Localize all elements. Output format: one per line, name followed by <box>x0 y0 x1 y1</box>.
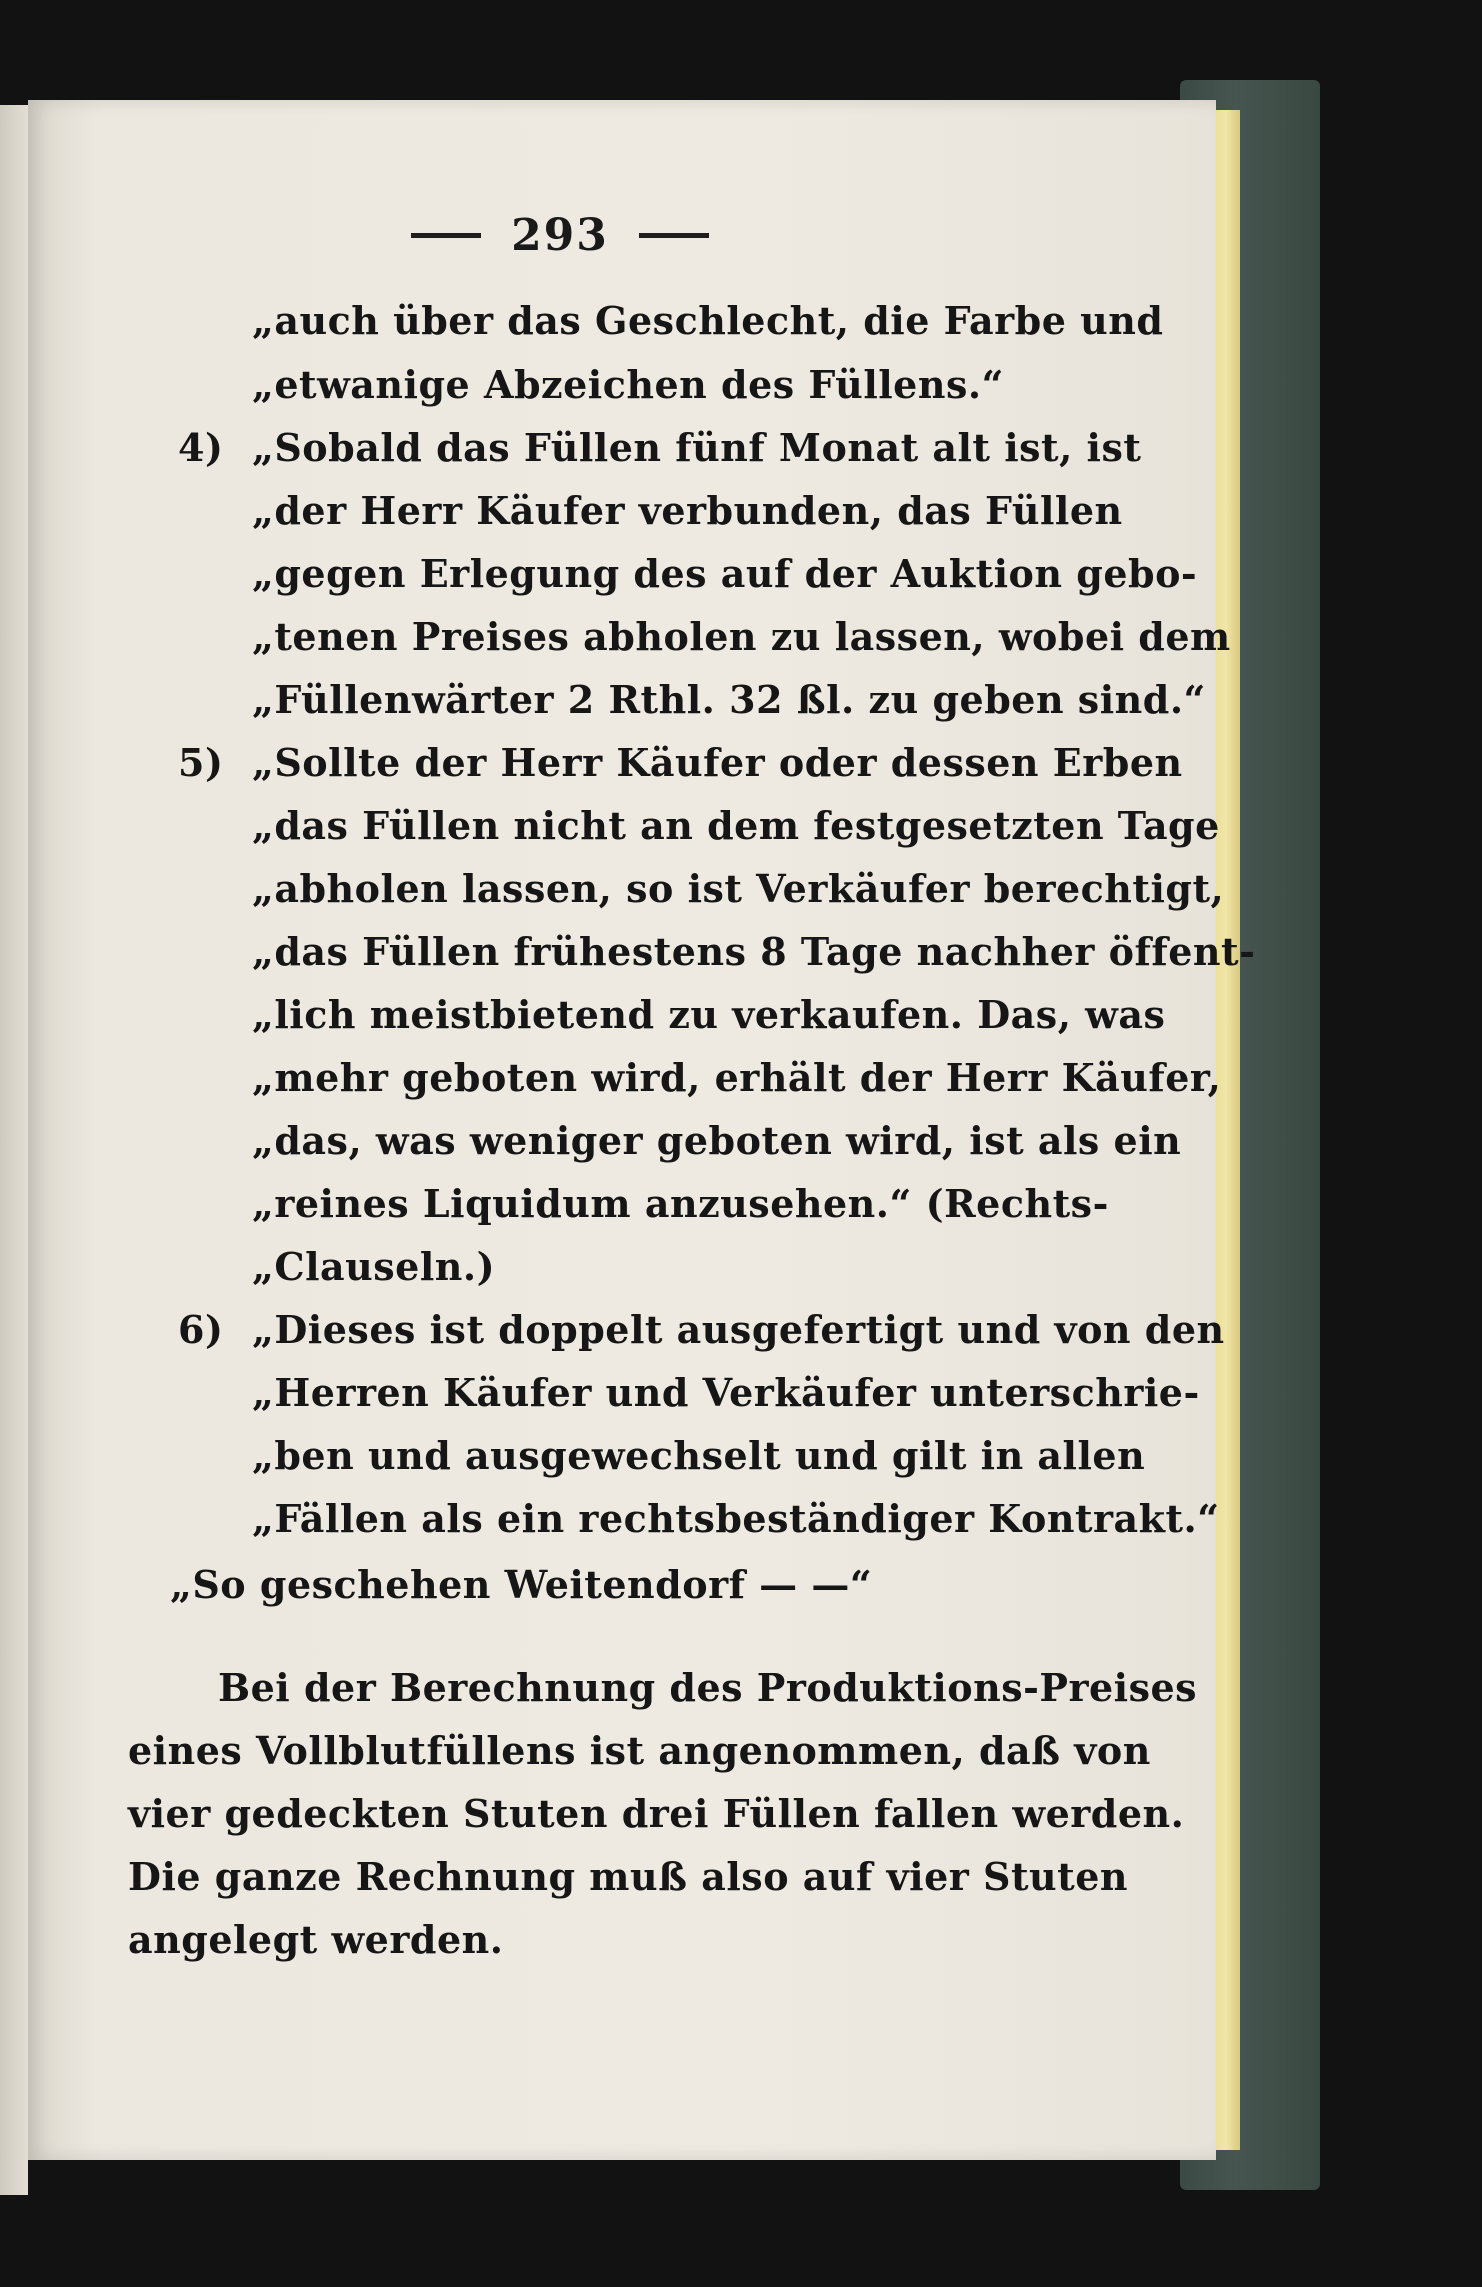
text-line: „lich meistbietend zu verkaufen. Das, was <box>252 992 1166 1037</box>
text-line: „der Herr Käufer verbunden, das Füllen <box>252 488 1123 533</box>
text-line: „gegen Erlegung des auf der Auktion gebo- <box>252 551 1198 596</box>
text-line: „So geschehen Weitendorf — —“ <box>170 1562 873 1607</box>
text-line: Bei der Berechnung des Produktions-Preises <box>218 1665 1198 1710</box>
item-number: 5) <box>178 740 224 785</box>
item-number: 6) <box>178 1307 224 1352</box>
text-line: „mehr geboten wird, erhält der Herr Käufer, <box>252 1055 1222 1100</box>
text-line: vier gedeckten Stuten drei Füllen fallen werden. <box>128 1791 1185 1836</box>
text-line: „tenen Preises abholen zu lassen, wobei dem <box>252 614 1231 659</box>
text-line: „reines Liquidum anzusehen.“ (Rechts- <box>252 1181 1109 1226</box>
page-header <box>380 205 740 265</box>
item-number: 4) <box>178 425 224 470</box>
text-line: angelegt werden. <box>128 1917 504 1962</box>
text-line: „auch über das Geschlecht, die Farbe und <box>252 298 1164 343</box>
text-line: „Herren Käufer und Verkäufer unterschrie- <box>252 1370 1200 1415</box>
text-line: „Füllenwärter 2 Rthl. 32 ßl. zu geben sind.“ <box>252 677 1206 722</box>
text-line: Die ganze Rechnung muß also auf vier Stuten <box>128 1854 1129 1899</box>
header-dash-right <box>639 233 709 238</box>
text-line: „etwanige Abzeichen des Füllens.“ <box>252 362 1004 407</box>
text-line: „das Füllen frühestens 8 Tage nachher öffent- <box>252 929 1256 974</box>
page-number: 293 <box>511 209 609 261</box>
text-line: 4) „Sobald das Füllen fünf Monat alt ist, ist <box>178 425 1142 470</box>
text-line: 6) „Dieses ist doppelt ausgefertigt und von den <box>178 1307 1225 1352</box>
text-line: 5) „Sollte der Herr Käufer oder dessen Erben <box>178 740 1183 785</box>
text-line: „das, was weniger geboten wird, ist als ein <box>252 1118 1182 1163</box>
text-line: „das Füllen nicht an dem festgesetzten Tage <box>252 803 1220 848</box>
text-line: eines Vollblutfüllens ist angenommen, daß von <box>128 1728 1151 1773</box>
text-line: „abholen lassen, so ist Verkäufer berechtigt, <box>252 866 1225 911</box>
text-line: „ben und ausgewechselt und gilt in allen <box>252 1433 1146 1478</box>
text-line: „Clauseln.) <box>252 1244 496 1289</box>
header-dash-left <box>411 233 481 238</box>
text-line: „Fällen als ein rechtsbeständiger Kontrakt.“ <box>252 1496 1220 1541</box>
